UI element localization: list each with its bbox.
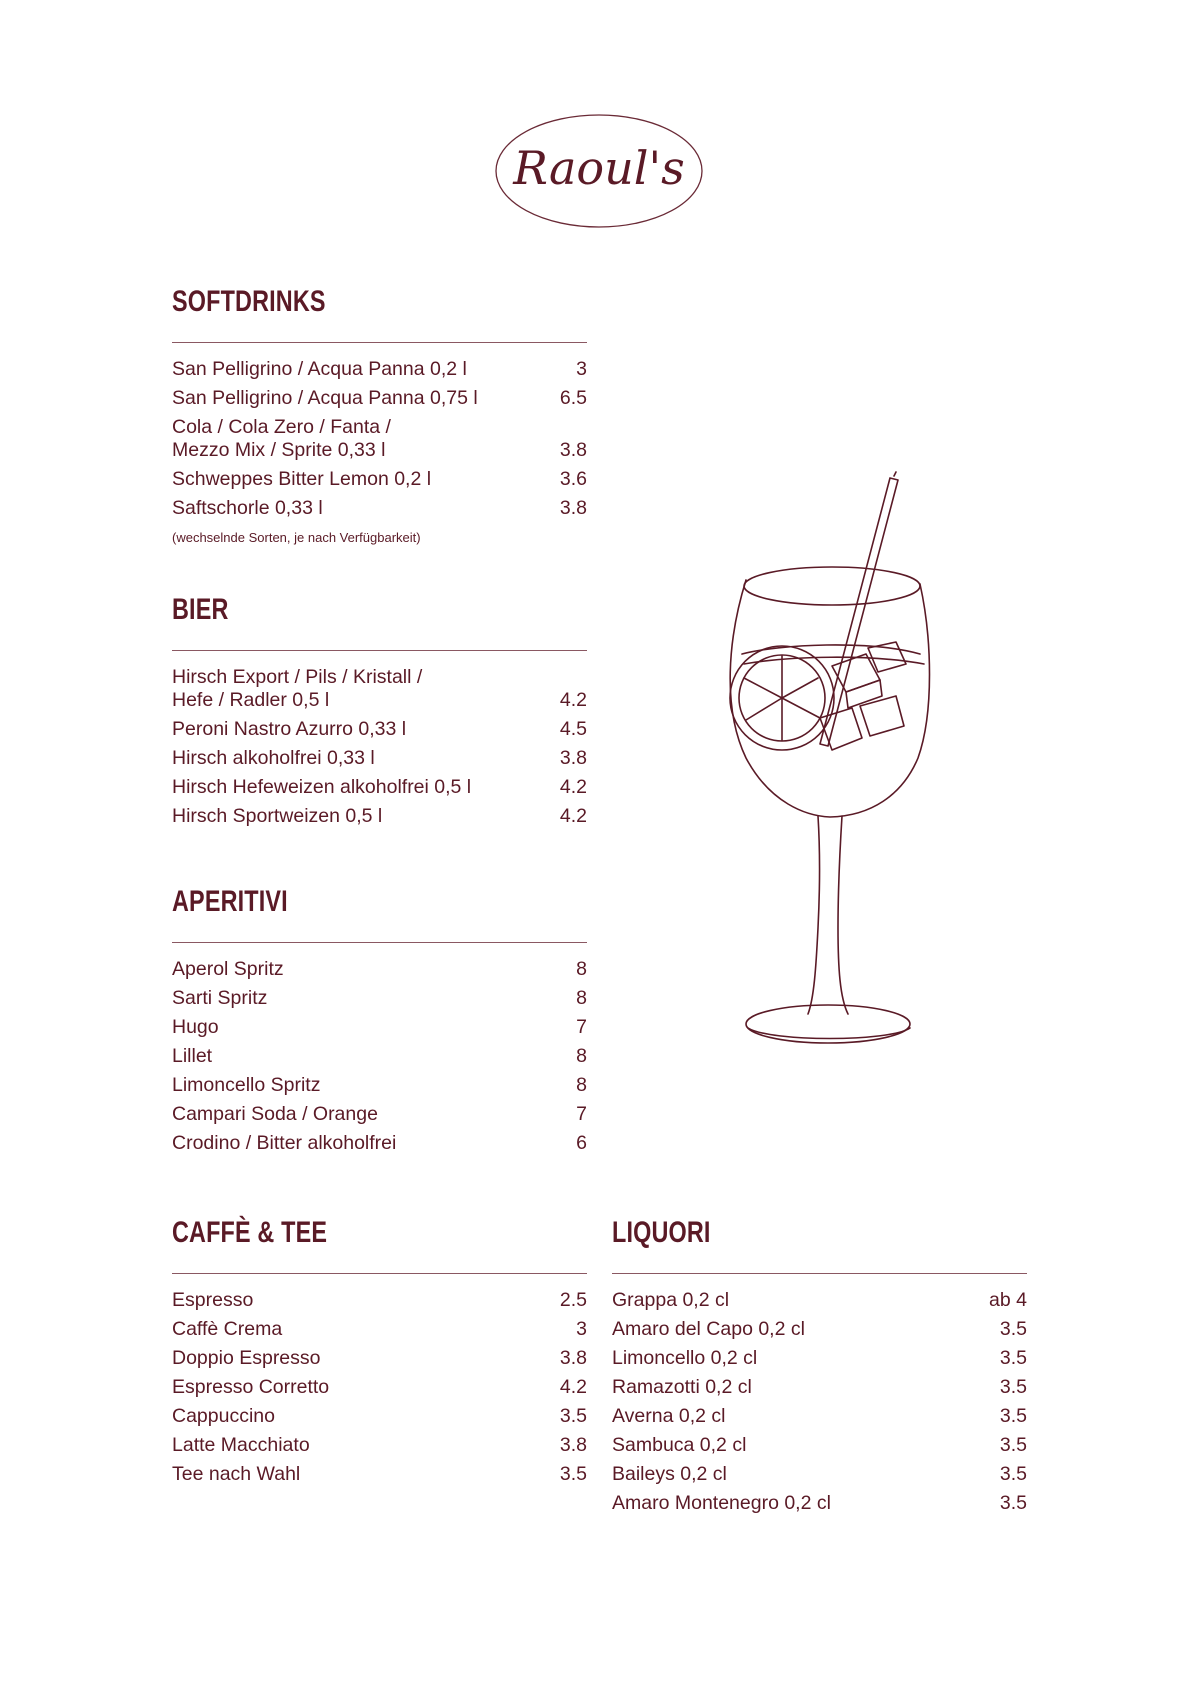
- item-name: Limoncello Spritz: [172, 1074, 321, 1096]
- item-name: San Pelligrino / Acqua Panna 0,75 l: [172, 387, 478, 409]
- item-name: Aperol Spritz: [172, 958, 284, 980]
- item-price: 3.6: [559, 468, 587, 490]
- item-name: Limoncello 0,2 cl: [612, 1347, 758, 1369]
- item-price: 3.5: [559, 1405, 587, 1427]
- item-name: Hirsch alkoholfrei 0,33 l: [172, 747, 375, 769]
- item-name: Lillet: [172, 1045, 213, 1067]
- section-aperitivi: [172, 884, 587, 1158]
- menu-item: [172, 1042, 587, 1071]
- menu-item: [172, 1402, 587, 1431]
- menu-item: [172, 1071, 587, 1100]
- menu-item: [172, 413, 587, 465]
- item-name: Hirsch Hefeweizen alkoholfrei 0,5 l: [172, 776, 472, 798]
- menu-item: [172, 1460, 587, 1489]
- menu-item: [612, 1344, 1027, 1373]
- item-list-aperitivi: [172, 955, 587, 1158]
- item-name: Sarti Spritz: [172, 987, 268, 1009]
- item-price: 8: [576, 1074, 587, 1096]
- item-name: San Pelligrino / Acqua Panna 0,2 l: [172, 358, 467, 380]
- item-name: Amaro Montenegro 0,2 cl: [612, 1492, 831, 1514]
- item-name: Sambuca 0,2 cl: [612, 1434, 747, 1456]
- menu-item: [612, 1402, 1027, 1431]
- menu-item: [612, 1460, 1027, 1489]
- item-name: Doppio Espresso: [172, 1347, 321, 1369]
- item-price: 2.5: [559, 1289, 587, 1311]
- item-name: Caffè Crema: [172, 1318, 283, 1340]
- section-softdrinks: [172, 284, 587, 546]
- item-name: Saftschorle 0,33 l: [172, 497, 323, 519]
- menu-item: [172, 1344, 587, 1373]
- item-price: 4.2: [559, 689, 587, 711]
- item-name: Grappa 0,2 cl: [612, 1289, 730, 1311]
- item-price: 3: [576, 358, 587, 380]
- section-divider: [172, 942, 587, 943]
- item-price: 3.5: [999, 1347, 1027, 1369]
- item-name: Amaro del Capo 0,2 cl: [612, 1318, 805, 1340]
- item-list-bier: [172, 663, 587, 831]
- item-name: Espresso: [172, 1289, 254, 1311]
- section-bier: [172, 592, 587, 831]
- item-price: 3.5: [999, 1492, 1027, 1514]
- item-name: Peroni Nastro Azurro 0,33 l: [172, 718, 407, 740]
- section-divider: [172, 650, 587, 651]
- item-name: Schweppes Bitter Lemon 0,2 l: [172, 468, 432, 490]
- item-price: 8: [576, 987, 587, 1009]
- item-name: Espresso Corretto: [172, 1376, 330, 1398]
- item-price: 7: [576, 1103, 587, 1125]
- item-price: 8: [576, 1045, 587, 1067]
- menu-item: [172, 1100, 587, 1129]
- item-name: Cappuccino: [172, 1405, 275, 1427]
- item-price: 3.8: [559, 439, 587, 461]
- item-name: Cola / Cola Zero / Fanta / Mezzo Mix / Sprite 0,33 l: [172, 416, 391, 461]
- section-title-aperitivi: APERITIVI: [172, 885, 288, 918]
- item-price: 6: [576, 1132, 587, 1154]
- availability-note: (wechselnde Sorten, je nach Verfügbarkeit): [172, 530, 421, 545]
- menu-item: [172, 465, 587, 494]
- item-price: ab 4: [989, 1289, 1027, 1311]
- item-price: 7: [576, 1016, 587, 1038]
- item-name: Tee nach Wahl: [172, 1463, 301, 1485]
- item-price: 3.8: [559, 1434, 587, 1456]
- menu-item: [612, 1373, 1027, 1402]
- item-name: Baileys 0,2 cl: [612, 1463, 727, 1485]
- item-price: 3.5: [999, 1318, 1027, 1340]
- section-title-caffe-tee: CAFFÈ & TEE: [172, 1216, 328, 1249]
- item-name: Hirsch Export / Pils / Kristall / Hefe / Radler 0,5 l: [172, 666, 423, 711]
- item-price: 3.5: [999, 1463, 1027, 1485]
- menu-item: [172, 384, 587, 413]
- item-price: 3.8: [559, 747, 587, 769]
- menu-item: [172, 1286, 587, 1315]
- item-name: Hirsch Sportweizen 0,5 l: [172, 805, 383, 827]
- item-price: 8: [576, 958, 587, 980]
- logo-text: Raoul's: [513, 141, 685, 195]
- item-price: 3.8: [559, 497, 587, 519]
- item-name: Hugo: [172, 1016, 219, 1038]
- item-name: Crodino / Bitter alkoholfrei: [172, 1132, 397, 1154]
- menu-item: [172, 663, 587, 715]
- section-divider: [612, 1273, 1027, 1274]
- item-price: 4.2: [559, 1376, 587, 1398]
- item-name: Averna 0,2 cl: [612, 1405, 726, 1427]
- section-divider: [172, 342, 587, 343]
- menu-item: [172, 773, 587, 802]
- menu-item: [172, 1373, 587, 1402]
- menu-item: [612, 1286, 1027, 1315]
- item-price: 3.8: [559, 1347, 587, 1369]
- section-title-bier: BIER: [172, 593, 229, 626]
- item-price: 4.5: [559, 718, 587, 740]
- item-price: 3.5: [559, 1463, 587, 1485]
- item-name: Latte Macchiato: [172, 1434, 310, 1456]
- item-price: 4.2: [559, 805, 587, 827]
- section-title-softdrinks: SOFTDRINKS: [172, 285, 326, 318]
- item-price: 3.5: [999, 1405, 1027, 1427]
- menu-item: [172, 984, 587, 1013]
- item-price: 3.5: [999, 1434, 1027, 1456]
- menu-item: [172, 1431, 587, 1460]
- item-price: 3: [576, 1318, 587, 1340]
- menu-item: [172, 955, 587, 984]
- menu-item: [172, 802, 587, 831]
- section-divider: [172, 1273, 587, 1274]
- menu-item: [172, 744, 587, 773]
- section-caffe-tee: [172, 1215, 587, 1489]
- item-price: 6.5: [559, 387, 587, 409]
- section-title-liquori: LIQUORI: [612, 1216, 711, 1249]
- menu-item: [172, 1013, 587, 1042]
- item-name: Campari Soda / Orange: [172, 1103, 378, 1125]
- spritz-glass-illustration: [720, 468, 940, 1048]
- section-liquori: [612, 1215, 1027, 1518]
- menu-item: [612, 1315, 1027, 1344]
- item-list-softdrinks: [172, 355, 587, 523]
- menu-item: [172, 715, 587, 744]
- menu-item: [172, 1129, 587, 1158]
- menu-item: [612, 1489, 1027, 1518]
- raouls-logo: [494, 112, 704, 230]
- item-list-caffe-tee: [172, 1286, 587, 1489]
- item-price: 3.5: [999, 1376, 1027, 1398]
- item-price: 4.2: [559, 776, 587, 798]
- item-list-liquori: [612, 1286, 1027, 1518]
- menu-item: [172, 494, 587, 523]
- menu-item: [172, 355, 587, 384]
- menu-item: [612, 1431, 1027, 1460]
- item-name: Ramazotti 0,2 cl: [612, 1376, 752, 1398]
- menu-item: [172, 1315, 587, 1344]
